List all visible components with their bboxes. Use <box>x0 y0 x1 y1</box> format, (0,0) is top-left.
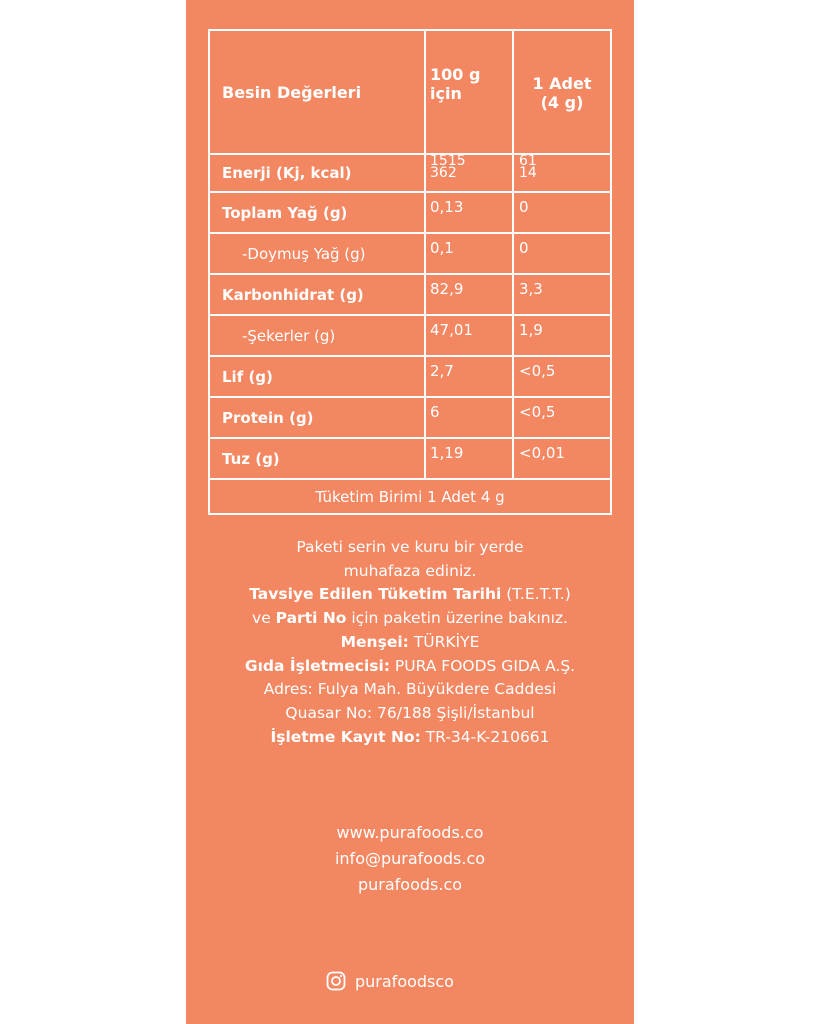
contact-info <box>186 820 634 898</box>
table-row <box>209 356 611 397</box>
row-per-unit: 0 <box>513 233 611 274</box>
table-footer-row <box>209 479 611 514</box>
label-panel <box>186 0 634 1024</box>
row-per-unit: 61 14 <box>513 154 611 192</box>
row-per-unit: 1,9 <box>513 315 611 356</box>
table-row <box>209 315 611 356</box>
row-label: -Şekerler (g) <box>209 315 425 356</box>
row-label: Karbonhidrat (g) <box>209 274 425 315</box>
table-row <box>209 154 611 192</box>
row-label: Toplam Yağ (g) <box>209 192 425 233</box>
row-per-100g: 0,13 <box>425 192 513 233</box>
registration-line: İşletme Kayıt No: TR-34-K-210661 <box>270 727 550 746</box>
batch-line: ve Parti No için paketin üzerine bakınız. <box>252 609 568 628</box>
row-per-unit: 3,3 <box>513 274 611 315</box>
row-per-unit: <0,5 <box>513 356 611 397</box>
row-per-100g: 2,7 <box>425 356 513 397</box>
storage-line-2: muhafaza ediniz. <box>343 561 477 580</box>
table-row <box>209 274 611 315</box>
header-per-100g: 100 g için <box>425 30 513 154</box>
row-per-100g: 82,9 <box>425 274 513 315</box>
row-per-100g: 1,19 <box>425 438 513 479</box>
header-per-unit: 1 Adet (4 g) <box>513 30 611 154</box>
table-row <box>209 192 611 233</box>
address-line-2: Quasar No: 76/188 Şişli/İstanbul <box>285 703 535 722</box>
serving-unit-note: Tüketim Birimi 1 Adet 4 g <box>209 479 611 514</box>
instagram-handle[interactable] <box>326 968 454 994</box>
row-per-100g: 6 <box>425 397 513 438</box>
operator-line: Gıda İşletmecisi: PURA FOODS GIDA A.Ş. <box>244 656 576 675</box>
product-info <box>186 536 634 749</box>
storage-line-1: Paketi serin ve kuru bir yerde <box>296 538 524 556</box>
row-label: -Doymuş Yağ (g) <box>209 233 425 274</box>
row-per-100g: 1515 362 <box>425 154 513 192</box>
row-label: Protein (g) <box>209 397 425 438</box>
expiry-line: Tavsiye Edilen Tüketim Tarihi (T.E.T.T.) <box>249 585 571 604</box>
row-per-100g: 47,01 <box>425 315 513 356</box>
row-label: Tuz (g) <box>209 438 425 479</box>
instagram-icon <box>326 971 346 991</box>
row-per-unit: 0 <box>513 192 611 233</box>
row-per-unit: <0,5 <box>513 397 611 438</box>
row-label: Enerji (Kj, kcal) <box>209 154 425 192</box>
website-link[interactable]: www.purafoods.co <box>336 823 484 842</box>
table-row <box>209 397 611 438</box>
address-line-1: Adres: Fulya Mah. Büyükdere Caddesi <box>263 680 557 699</box>
origin-line: Menşei: TÜRKİYE <box>340 632 480 651</box>
email-link[interactable]: info@purafoods.co <box>334 849 486 868</box>
nutrition-table <box>208 29 612 515</box>
table-header-row <box>209 30 611 154</box>
table-row <box>209 438 611 479</box>
row-per-unit: <0,01 <box>513 438 611 479</box>
row-label: Lif (g) <box>209 356 425 397</box>
table-row <box>209 233 611 274</box>
header-nutrients: Besin Değerleri <box>209 30 425 154</box>
instagram-username: purafoodsco <box>355 971 454 991</box>
row-per-100g: 0,1 <box>425 233 513 274</box>
domain-link[interactable]: purafoods.co <box>357 875 463 894</box>
